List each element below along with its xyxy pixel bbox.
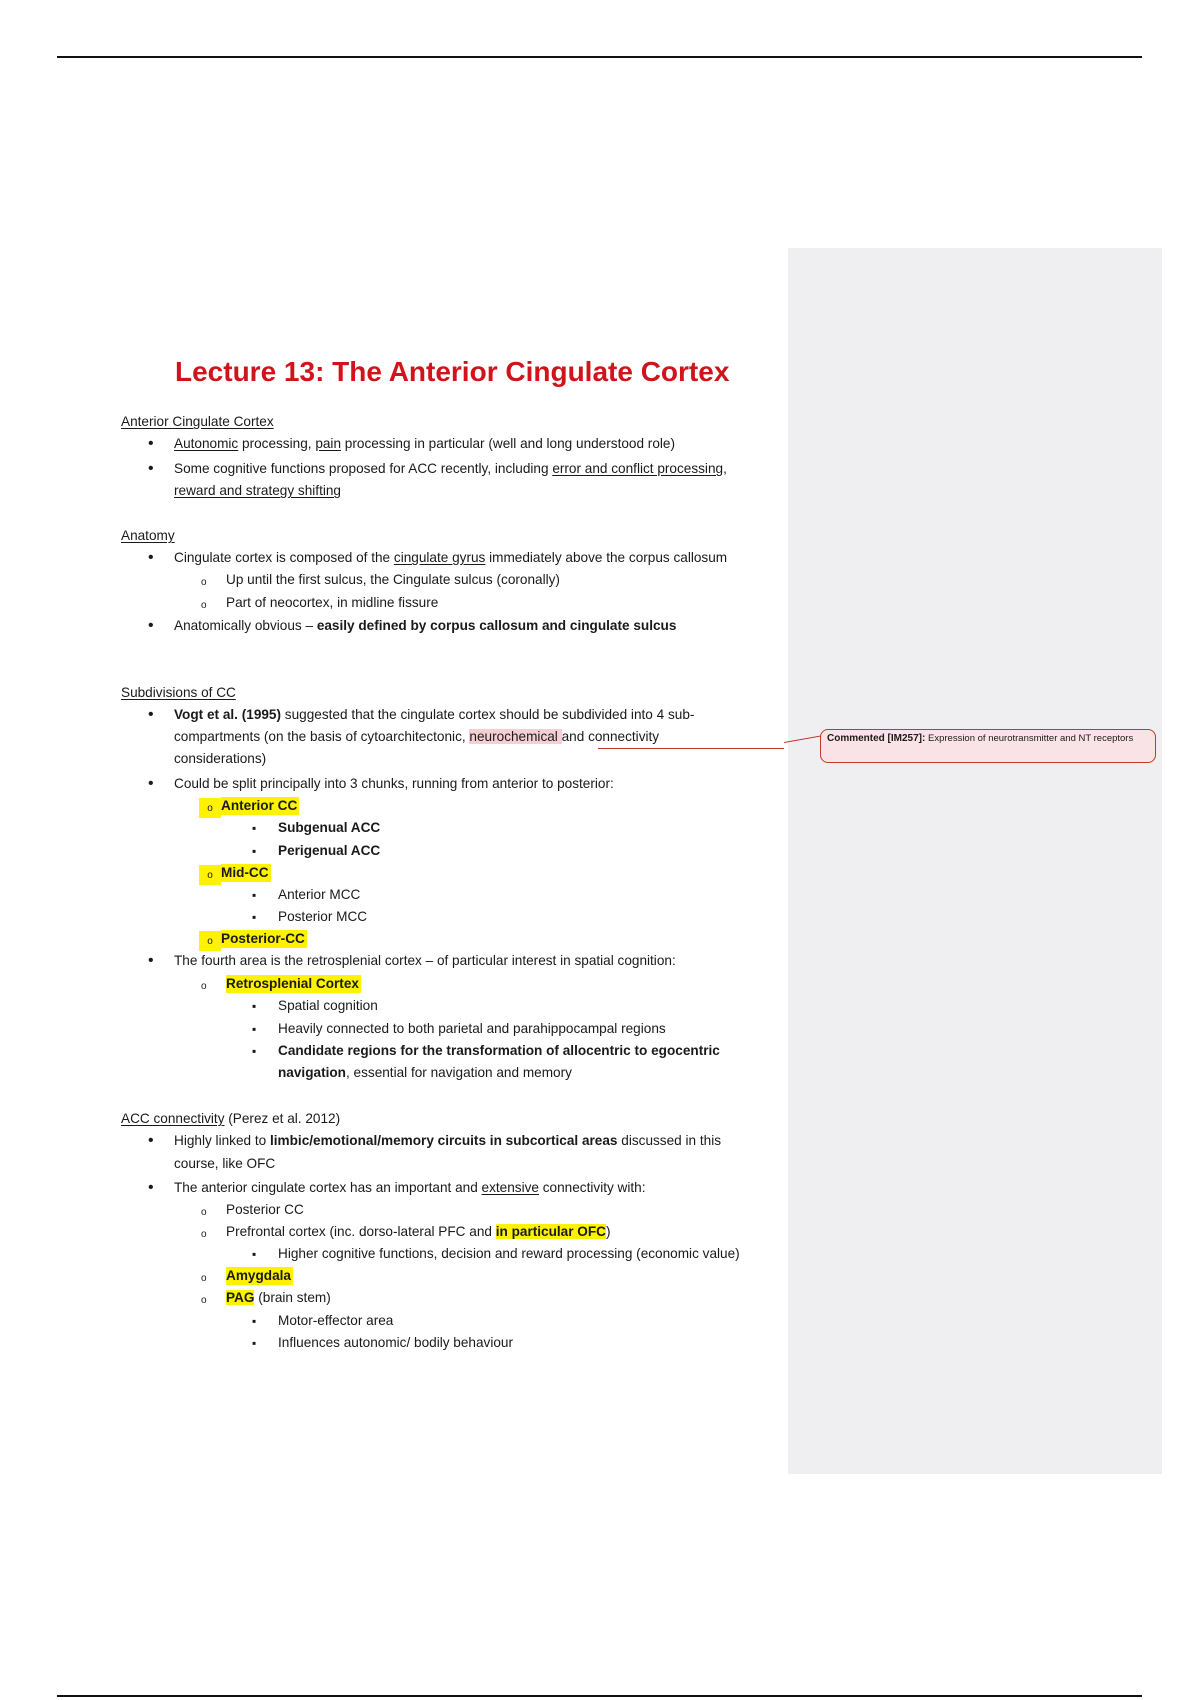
bullet-circle (201, 1224, 207, 1244)
bullet-circle (201, 572, 207, 592)
rsc-item-3: Candidate regions for the transformation of allocentric to egocentric (278, 1043, 720, 1058)
bullet-circle (201, 1290, 207, 1310)
bullet-disc (148, 706, 154, 724)
mid-cc-label: Mid-CC (221, 865, 269, 880)
bullet-circle (201, 1202, 207, 1222)
intro-bullet-2: Some cognitive functions proposed for ACC recently, including error and conflict processing, (174, 461, 727, 476)
bullet-square (252, 1042, 256, 1060)
bullet-square (252, 908, 256, 926)
subdivisions-bullet-2: Could be split principally into 3 chunks, running from anterior to posterior: (174, 776, 614, 791)
bullet-circle (201, 595, 207, 615)
anatomy-bullet-1: Cingulate cortex is composed of the cingulate gyrus immediately above the corpus callosum (174, 550, 728, 565)
bullet-disc (148, 435, 154, 453)
pag-item-1: Motor-effector area (278, 1313, 394, 1328)
posterior-cc-label: Posterior-CC (221, 931, 305, 946)
connectivity-sub-2-item: Higher cognitive functions, decision and reward processing (economic value) (278, 1246, 740, 1261)
intro-bullet-1: Autonomic processing, pain processing in particular (well and long understood role) (174, 436, 675, 451)
bullet-disc (148, 952, 154, 970)
comment-text: Expression of neurotransmitter and NT receptors (925, 733, 1134, 744)
anatomy-sub-1: Up until the first sulcus, the Cingulate sulcus (coronally) (226, 572, 560, 587)
section-heading-acc: Anterior Cingulate Cortex (121, 414, 274, 429)
perigenual-acc: Perigenual ACC (278, 843, 381, 858)
pag-item-2: Influences autonomic/ bodily behaviour (278, 1335, 514, 1350)
bullet-disc (148, 549, 154, 567)
bullet-circle (199, 798, 221, 818)
bullet-disc (148, 1179, 154, 1197)
anatomy-bullet-2: Anatomically obvious – easily defined by corpus callosum and cingulate sulcus (174, 618, 677, 633)
anatomy-sub-2: Part of neocortex, in midline fissure (226, 595, 439, 610)
bullet-circle (201, 1268, 207, 1288)
subdivisions-bullet-3: The fourth area is the retrosplenial cortex – of particular interest in spatial cognition: (174, 953, 676, 968)
bullet-square (252, 842, 256, 860)
amygdala-label: Amygdala (226, 1268, 291, 1283)
rsc-item-2: Heavily connected to both parietal and parahippocampal regions (278, 1021, 666, 1036)
anterior-mcc: Anterior MCC (278, 887, 361, 902)
bullet-square (252, 1334, 256, 1352)
comment-margin-pane (788, 248, 1162, 1474)
comment-anchor-line (598, 748, 784, 749)
subdivisions-bullet-1-line-3: considerations) (174, 751, 267, 766)
retrosplenial-label: Retrosplenial Cortex (226, 976, 359, 991)
bullet-circle (199, 865, 221, 885)
bullet-square (252, 1245, 256, 1263)
bullet-disc (148, 1132, 154, 1150)
posterior-mcc: Posterior MCC (278, 909, 368, 924)
subdivisions-bullet-1: Vogt et al. (1995) suggested that the cingulate cortex should be subdivided into 4 sub- (174, 707, 695, 722)
bullet-disc (148, 775, 154, 793)
connectivity-bullet-1: Highly linked to limbic/emotional/memory circuits in subcortical areas discussed in this (174, 1133, 722, 1148)
bullet-square (252, 819, 256, 837)
bullet-square (252, 1312, 256, 1330)
intro-bullet-2-cont: reward and strategy shifting (174, 483, 341, 498)
section-heading-connectivity: ACC connectivity (Perez et al. 2012) (121, 1111, 341, 1126)
connectivity-sub-1: Posterior CC (226, 1202, 304, 1217)
bullet-circle (201, 976, 207, 996)
connectivity-sub-2: Prefrontal cortex (inc. dorso-lateral PFC and in particular OFC) (226, 1224, 611, 1239)
bullet-circle (199, 931, 221, 951)
section-heading-anatomy: Anatomy (121, 528, 175, 543)
bullet-square (252, 1020, 256, 1038)
bullet-square (252, 886, 256, 904)
rsc-item-1: Spatial cognition (278, 998, 378, 1013)
subdivisions-bullet-1-line-2: compartments (on the basis of cytoarchitectonic, neurochemical and connectivity (174, 729, 660, 744)
rsc-item-3-cont: navigation, essential for navigation and memory (278, 1065, 572, 1080)
pag-label: PAG (brain stem) (226, 1290, 331, 1305)
comment-author: Commented [IM257]: (827, 733, 926, 744)
bullet-disc (148, 617, 154, 635)
connectivity-bullet-2: The anterior cingulate cortex has an important and extensive connectivity with: (174, 1180, 646, 1195)
bullet-square (252, 997, 256, 1015)
connectivity-bullet-1-cont: course, like OFC (174, 1156, 276, 1171)
section-heading-subdivisions: Subdivisions of CC (121, 685, 236, 700)
anterior-cc-label: Anterior CC (221, 798, 298, 813)
comment-balloon[interactable] (820, 729, 1156, 763)
footer-rule (57, 1695, 1142, 1697)
commented-text[interactable]: neurochemical (469, 729, 562, 744)
document-title: Lecture 13: The Anterior Cingulate Cortex (175, 356, 730, 387)
header-rule (57, 56, 1142, 58)
bullet-disc (148, 460, 154, 478)
subgenual-acc: Subgenual ACC (278, 820, 381, 835)
